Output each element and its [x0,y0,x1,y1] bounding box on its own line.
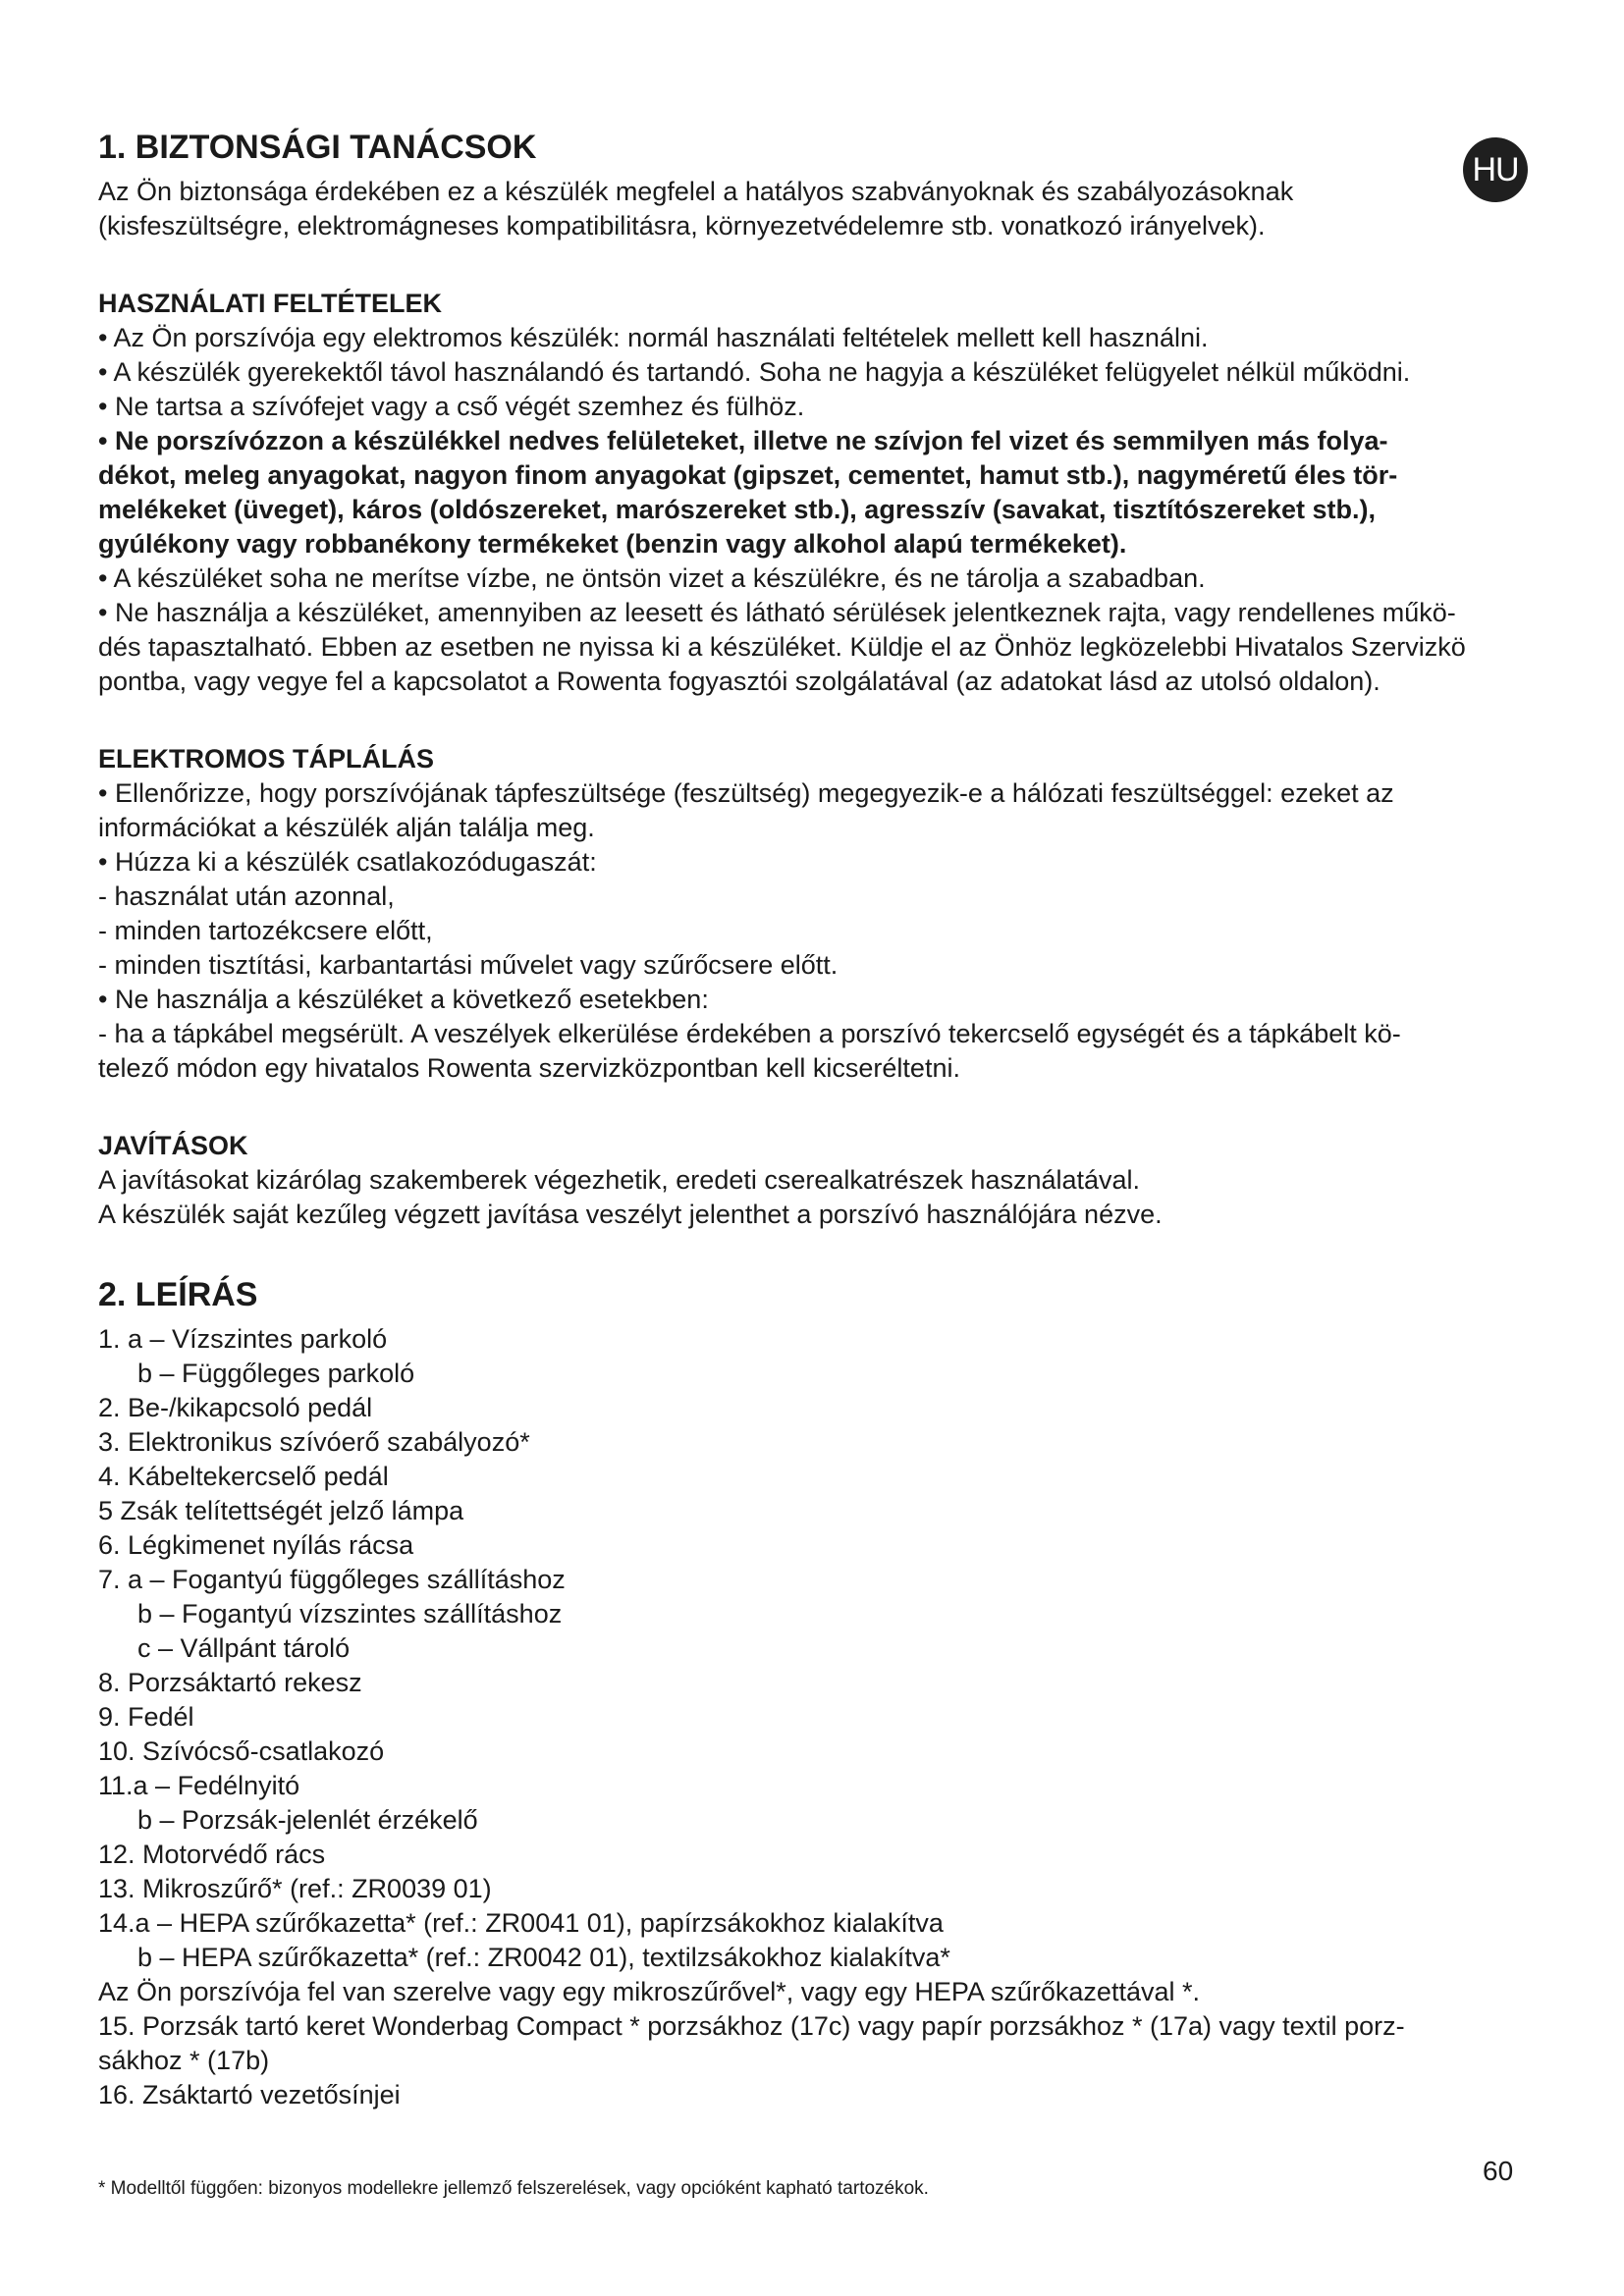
power-supply [98,742,1551,1086]
usage-warning-line: • Ne porszívózzon a készülékkel nedves felületeket, illetve ne szívjon fel vizet és semmilyen más folya- [98,426,1388,455]
section-title-safety: 1. BIZTONSÁGI TANÁCSOK [98,129,537,166]
language-badge: HU [1463,137,1528,202]
power-line: - minden tisztítási, karbantartási művelet vagy szűrőcsere előtt. [98,950,839,980]
description-item: b – Porzsák-jelenlét érzékelő [137,1805,478,1835]
subsection-title-power: ELEKTROMOS TÁPLÁLÁS [98,744,434,774]
description-item: 15. Porzsák tartó keret Wonderbag Compact * porzsákhoz (17c) vagy papír porzsákhoz * (17a) vagy textil porz- [98,2011,1405,2041]
description-item: 6. Légkimenet nyílás rácsa [98,1530,414,1560]
usage-line: • A készüléket soha ne merítse vízbe, ne öntsön vizet a készülékre, és ne tárolja a szabadban. [98,563,1206,593]
usage-line: dés tapasztalható. Ebben az esetben ne nyissa ki a készüléket. Küldje el az Önhöz legközelebbi Hivatalos Szervizkö [98,632,1466,662]
usage-conditions [98,287,1551,699]
power-line: • Ne használja a készüléket a következő esetekben: [98,985,709,1014]
description-item: 12. Motorvédő rács [98,1840,326,1869]
footnote: * Modelltől függően: bizonyos modellekre jellemző felszerelések, vagy opcióként kapható tartozékok. [98,2178,929,2199]
section-title-description: 2. LEÍRÁS [98,1276,258,1313]
subsection-title-repairs: JAVÍTÁSOK [98,1131,248,1160]
description-item: b – Fogantyú vízszintes szállításhoz [137,1599,563,1629]
repairs-line: A készülék saját kezűleg végzett javítása veszélyt jelenthet a porszívó használójára nézve. [98,1200,1163,1229]
description-item: 11.a – Fedélnyitó [98,1771,300,1800]
description-item: 7. a – Fogantyú függőleges szállításhoz [98,1565,566,1594]
usage-line: • Ne használja a készüléket, amennyiben az leesett és látható sérülések jelentkeznek rajta, vagy rendellenes műkö- [98,598,1456,627]
section-safety [98,128,1551,1232]
description-item: 2. Be-/kikapcsoló pedál [98,1393,373,1422]
power-line: telező módon egy hivatalos Rowenta szervizközpontban kell kicseréltetni. [98,1053,960,1083]
usage-warning-line: dékot, meleg anyagokat, nagyon finom anyagokat (gipszet, cementet, hamut stb.), nagyméretű éles tör- [98,460,1398,490]
description-item: sákhoz * (17b) [98,2046,270,2075]
power-line: • Ellenőrizze, hogy porszívójának tápfeszültsége (feszültség) megegyezik-e a hálózati feszültséggel: ezeket az [98,778,1394,808]
usage-line: pontba, vagy vegye fel a kapcsolatot a Rowenta fogyasztói szolgálatával (az adatokat lásd az utolsó oldalon). [98,667,1380,696]
power-line: - ha a tápkábel megsérült. A veszélyek elkerülése érdekében a porszívó tekercselő egységét és a tápkábelt kö- [98,1019,1401,1048]
intro-line: (kisfeszültségre, elektromágneses kompatibilitásra, környezetvédelemre stb. vonatkozó irányelvek). [98,211,1266,240]
power-line: - használat után azonnal, [98,881,395,911]
description-item: 3. Elektronikus szívóerő szabályozó* [98,1427,530,1457]
description-item: 16. Zsáktartó vezetősínjei [98,2080,401,2109]
page-content [98,128,1551,2112]
description-item: 1. a – Vízszintes parkoló [98,1324,388,1354]
usage-line: • Ne tartsa a szívófejet vagy a cső végét szemhez és fülhöz. [98,392,805,421]
power-line: információkat a készülék alján találja meg. [98,813,595,842]
description-list [98,1322,1551,2112]
description-item: b – Függőleges parkoló [137,1359,415,1388]
usage-warning-line: gyúlékony vagy robbanékony termékeket (benzin vagy alkohol alapú termékeket). [98,529,1127,559]
repairs [98,1129,1551,1232]
description-item: c – Vállpánt tároló [137,1633,351,1663]
section-description [98,1275,1551,2112]
description-item: 9. Fedél [98,1702,194,1732]
description-item: b – HEPA szűrőkazetta* (ref.: ZR0042 01), textilzsákokhoz kialakítva* [137,1943,950,1972]
intro-line: Az Ön biztonsága érdekében ez a készülék megfelel a hatályos szabványoknak és szabályozásoknak [98,177,1294,206]
usage-warning-line: melékeket (üveget), káros (oldószereket, marószereket stb.), agresszív (savakat, tisztítószereket stb.), [98,495,1377,524]
safety-intro [98,175,1551,243]
description-item: 13. Mikroszűrő* (ref.: ZR0039 01) [98,1874,492,1903]
usage-line: • A készülék gyerekektől távol használandó és tartandó. Soha ne hagyja a készüléket felügyelet nélkül működni. [98,357,1411,387]
description-item: Az Ön porszívója fel van szerelve vagy egy mikroszűrővel*, vagy egy HEPA szűrőkazettával *. [98,1977,1200,2006]
subsection-title-usage: HASZNÁLATI FELTÉTELEK [98,289,442,318]
page-number: 60 [1483,2156,1514,2186]
description-item: 5 Zsák telítettségét jelző lámpa [98,1496,464,1525]
usage-line: • Az Ön porszívója egy elektromos készülék: normál használati feltételek mellett kell használni. [98,323,1209,352]
description-item: 4. Kábeltekercselő pedál [98,1462,389,1491]
description-item: 14.a – HEPA szűrőkazetta* (ref.: ZR0041 01), papírzsákokhoz kialakítva [98,1908,944,1938]
description-item: 10. Szívócső-csatlakozó [98,1736,385,1766]
power-line: • Húzza ki a készülék csatlakozódugaszát: [98,847,597,877]
description-item: 8. Porzsáktartó rekesz [98,1668,362,1697]
repairs-line: A javításokat kizárólag szakemberek végezhetik, eredeti cserealkatrészek használatával. [98,1165,1141,1195]
power-line: - minden tartozékcsere előtt, [98,916,433,945]
